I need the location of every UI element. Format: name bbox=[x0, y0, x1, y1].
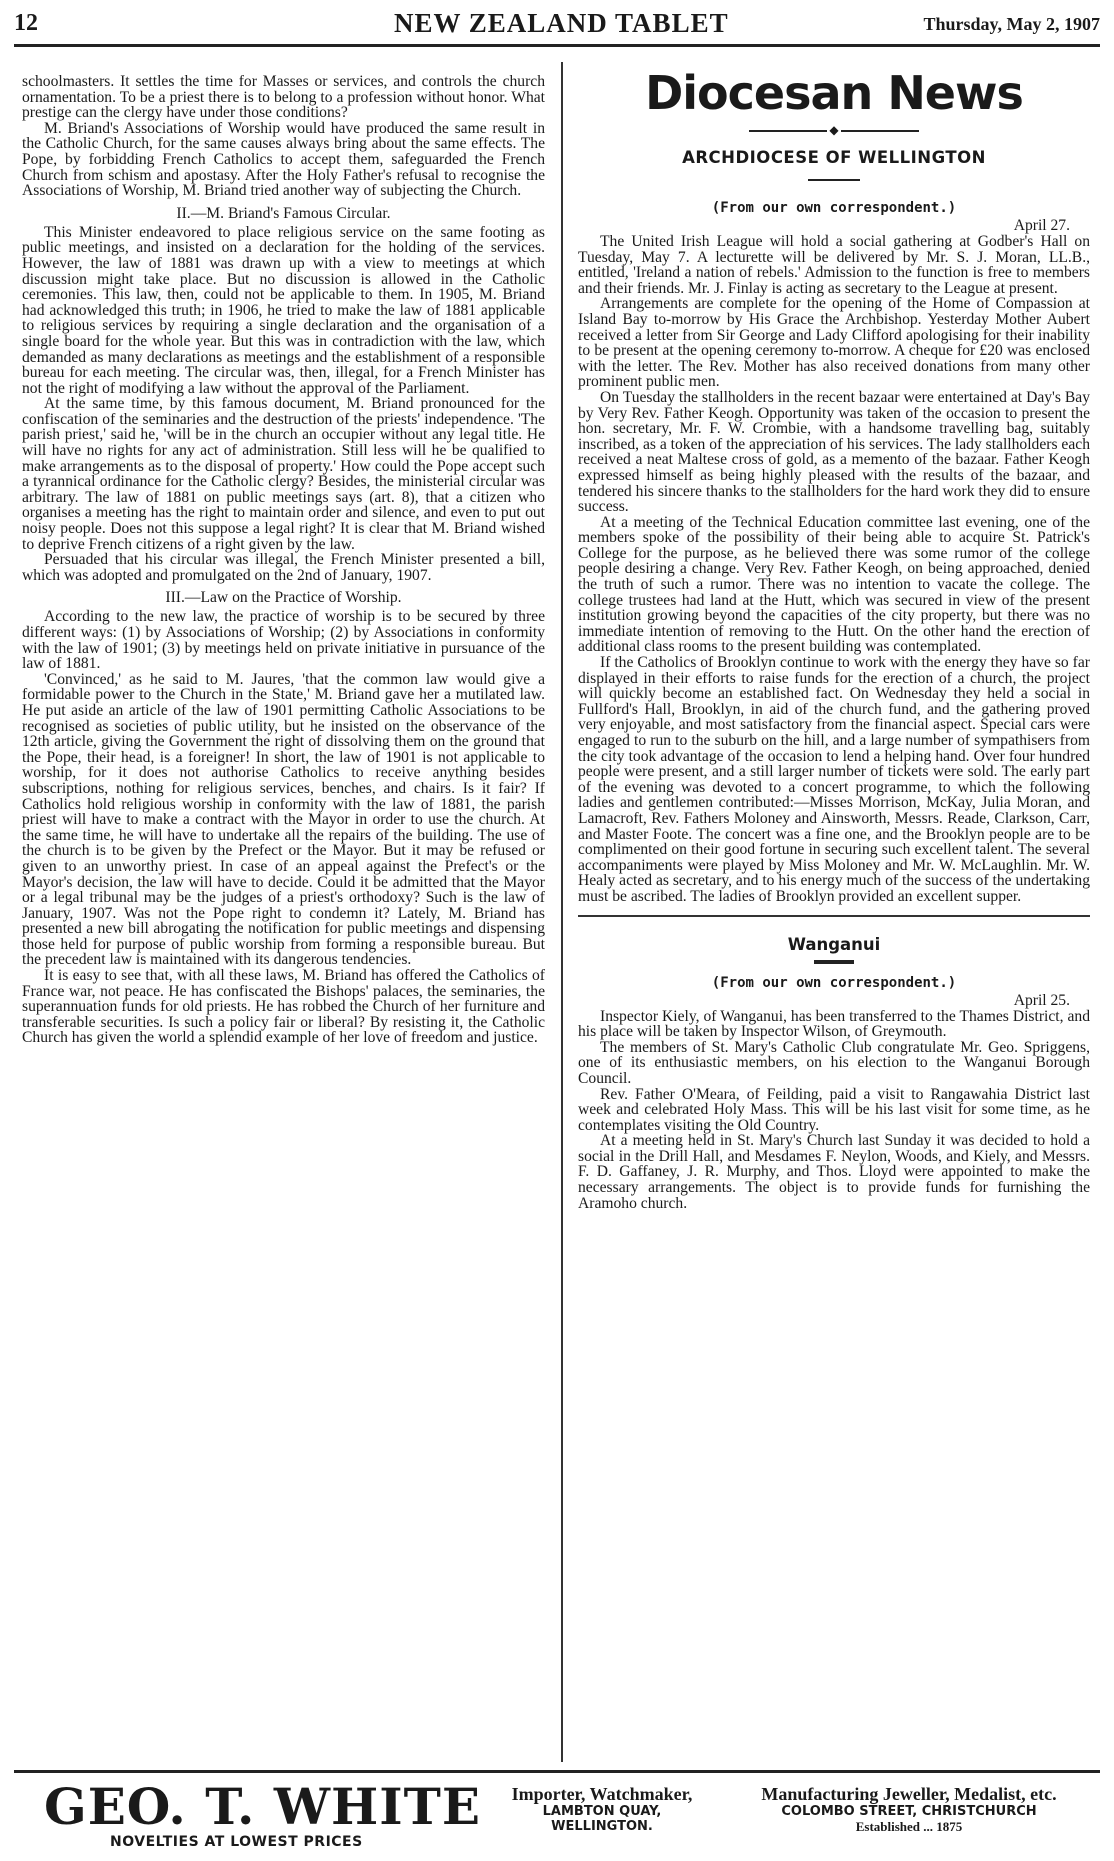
dateline: April 27. bbox=[1013, 217, 1070, 234]
article-paragraph: 'Convinced,' as he said to M. Jaures, 'that the common law would give a formidable power to the Church in the State,' M. Briand gave her a mutilated law. He put aside an article of the law of 1901 permitting Catholic Associations to be recognised as societies of public utility, but he insisted on the observance of the 12th article, giving the Government the right of dissolving them on the ground that the Pope, their head, is a foreigner! In short, the law of 1901 is not applicable to worship, for it does not authorise Catholics to receive anything besides subscriptions, nothing for religious services, benches, and chairs. Is it fair? If Catholics hold religious worship in conformity with the law of 1881, the parish priest will have to make a contract with the Mayor in order to use the church. At the same time, he will have to undertake all the repairs of the building. The use of the church is to be given by the Prefect or the Mayor. But it may be refused or given to an unworthy priest. In case of an appeal against the Prefect's or the Mayor's decision, the law will have to decide. Could it be admitted that the Mayor or a legal tribunal may be the judges of a priest's orthodoxy? Such is the law of January, 1907. Was not the Pope right to condemn it? Lately, M. Briand has presented a new bill abrogating the notification for public meetings and dispensing those held for purpose of public worship from forming a responsible bureau. But the precedent law is maintained with its dangerous tendencies. bbox=[22, 670, 545, 969]
section-heading: III.—Law on the Practice of Worship. bbox=[165, 589, 402, 607]
header-rule bbox=[14, 44, 1100, 47]
news-paragraph: Arrangements are complete for the opening of the Home of Compassion at Island Bay to-morrow by His Grace the Archbishop. Yesterday Mother Aubert received a letter from Sir George and Lady Clifford apologising for their inability to be present at the opening ceremony to-morrow. A cheque for £20 was enclosed with the letter. The Rev. Mother has also received donations from many other prominent public men. bbox=[578, 295, 1090, 391]
news-paragraph: On Tuesday the stallholders in the recent bazaar were entertained at Day's Bay by Very Rev. Father Keogh. Opportunity was taken of the occasion to present the hon. secretary, Mr. F. W. Crombie, with a handsome travelling bag, suitably inscribed, as a token of the appreciation of his services. The lady stallholders each received a neat Maltese cross of gold, as a memento of the bazaar. Father Keogh expressed himself as being highly pleased with the results of the bazaar, and tendered his sincere thanks to the stallholders for the hard work they did to ensure success. bbox=[578, 388, 1090, 516]
news-paragraph: If the Catholics of Brooklyn continue to work with the energy they have so far displayed in their efforts to raise funds for the erection of a church, the project will quickly become an established fact. On Wednesday they held a social in Fullford's Hall, Brooklyn, in aid of the church fund, and the gathering proved very enjoyable, and most satisfactory from the financial aspect. Special cars were engaged to run to the suburb on the hill, and a large number of sympathisers from the city took advantage of the occasion to lend a helping hand. Over four hundred people were present, and a still larger number of tickets were sold. The early part of the evening was devoted to a concert programme, to which the following ladies and gentlemen contributed:—Misses Morrison, McKay, Julia Moran, and Lamacroft, Rev. Fathers Moloney and Ainsworth, Messrs. Reade, Clarkson, Carr, and Master Foote. The concert was a fine one, and the Brooklyn people are to be complimented on their good fortune in securing such excellent talent. The several accompaniments were played by Miss Moloney and Mr. W. McLaughlin. Mr. W. Healy acted as secretary, and to his energy much of the success of the undertaking must be ascribed. The ladies of Brooklyn provided an excellent supper. bbox=[578, 654, 1090, 905]
ornament-divider: ◆ bbox=[578, 122, 1090, 138]
advertiser-christchurch-block bbox=[714, 1784, 1104, 1834]
article-paragraph: At the same time, by this famous document, M. Briand pronounced for the confiscation of the seminaries and the destruction of the priests' independence. 'The parish priest,' said he, 'will be in the church an occupier without any legal title. He will have no rights for any act of administration. Still less will he be qualified to make arrangements as to the disposal of property.' How could the Pope accept such a tyrannical ordinance for the Catholic clergy? Besides, the ministerial circular was arbitrary. The law of 1881 on public meetings says (art. 8), that a citizen who organises a meeting has the right to maintain order and silence, and even to put out noisy people. Does not this suppose a legal right? It is clear that M. Briand wished to deprive French citizens of a right given by the law. bbox=[22, 395, 545, 553]
article-paragraph: This Minister endeavored to place religious service on the same footing as public meetings, and insisted on a declaration for the holding of the services. However, the law of 1881 was drawn up with a view to meetings at which discussion might take place. But no discussion is allowed in the Catholic ceremonies. This law, then, could not be applicable to them. In 1905, M. Briand had acknowledged this truth; in 1906, he tried to make the law of 1881 applicable to religious services by requiring a single declaration and the organisation of a single board for the whole year. But this was in contradiction with the law, which demanded as many declarations as meetings and the establishment of a responsible bureau for each meeting. The circular was, then, illegal, for a French Minister has not the right of modifying a law without the approval of the Parliament. bbox=[22, 223, 545, 397]
issue-date: Thursday, May 2, 1907 bbox=[923, 14, 1100, 34]
news-paragraph: At a meeting held in St. Mary's Church last Sunday it was decided to hold a social in the Drill Hall, and Mesdames F. Neylon, Woods, and Kiely, and Messrs. F. D. Gaffaney, J. R. Murphy, and Thos. Lloyd were appointed to make the necessary arrangements. The object is to provide funds for furnishing the Aramoho church. bbox=[578, 1132, 1090, 1212]
left-column bbox=[22, 74, 545, 1764]
section-heading: II.—M. Briand's Famous Circular. bbox=[176, 204, 391, 222]
article-paragraph: schoolmasters. It settles the time for Masses or services, and controls the church ornamentation. To be a priest there is to belong to a profession without honor. What prestige can the clergy have under those conditions? bbox=[22, 74, 545, 122]
news-paragraph: Rev. Father O'Meara, of Feilding, paid a visit to Rangawahia District last week and celebrated Holy Mass. This will be his last visit for some time, as he contemplates visiting the Old Country. bbox=[578, 1085, 1090, 1134]
article-paragraph: According to the new law, the practice of worship is to be secured by three different ways: (1) by Associations of Worship; (2) by Associations in conformity with the law of 1901; (3) by meetings held on private initiative in pursuance of the law of 1881. bbox=[22, 608, 545, 673]
masthead-title: NEW ZEALAND TABLET bbox=[394, 8, 729, 38]
news-paragraph: The members of St. Mary's Catholic Club congratulate Mr. Geo. Spriggens, one of its enthusiastic members, on his election to the Wanganui Borough Council. bbox=[578, 1038, 1090, 1087]
news-paragraph: At a meeting of the Technical Education committee last evening, one of the members spoke of the possibility of their being able to acquire St. Patrick's College for the purpose, as he believed there was some rumor of the college people desiring a change. Very Rev. Father Keogh, on being approached, denied the truth of such a rumor. There was no intention to vacate the college. The college trustees had land at the Hutt, which was secured in view of the present institution growing beyond the capacities of the city property, but there was no immediate intention of removing to the Hutt. On the other hand the erection of additional class rooms to the present building was contemplated. bbox=[578, 513, 1090, 656]
column-divider bbox=[561, 62, 563, 1762]
page-header bbox=[14, 6, 1100, 44]
advertiser-address: COLOMBO STREET, CHRISTCHURCH bbox=[781, 1804, 1037, 1819]
advertiser-established: Established ... 1875 bbox=[855, 1819, 963, 1834]
article-paragraph: It is easy to see that, with all these laws, M. Briand has offered the Catholics of France war, not peace. He has confiscated the Bishops' palaces, the seminaries, the superannuation funds for old priests. He has robbed the Church of her furniture and transferable securities. Is such a policy fair or liberal? By resisting it, the Catholic Church has given the world a splendid example of her love of freedom and justice. bbox=[22, 967, 545, 1047]
news-paragraph: The United Irish League will hold a social gathering at Godber's Hall on Tuesday, May 7. A lecturette will be delivered by Mr. S. J. Moran, LL.B., entitled, 'Ireland a nation of rebels.' Admission to the function is free to members and their friends. Mr. J. Finlay is acting as secretary to the League at present. bbox=[578, 233, 1090, 297]
advertiser-wellington-block bbox=[492, 1784, 712, 1834]
section-rule bbox=[578, 905, 1090, 917]
page-number: 12 bbox=[14, 10, 38, 36]
right-column bbox=[578, 68, 1090, 1768]
footer-rule bbox=[14, 1770, 1100, 1773]
advertiser-city: WELLINGTON. bbox=[551, 1819, 653, 1834]
dateline: April 25. bbox=[1013, 991, 1070, 1009]
short-rule bbox=[814, 960, 854, 964]
wanganui-heading: Wanganui bbox=[787, 934, 881, 954]
short-rule bbox=[808, 179, 860, 181]
advertisement bbox=[14, 1778, 1100, 1856]
correspondent-line: (From our own correspondent.) bbox=[711, 974, 957, 991]
advertiser-address: LAMBTON QUAY, bbox=[542, 1804, 662, 1819]
advertiser-trade: Importer, Watchmaker, bbox=[511, 1784, 693, 1804]
advertiser-trade: Manufacturing Jeweller, Medalist, etc. bbox=[761, 1784, 1057, 1804]
correspondent-line: (From our own correspondent.) bbox=[711, 200, 957, 216]
diocesan-news-title: Diocesan News bbox=[645, 68, 1023, 120]
article-paragraph: Persuaded that his circular was illegal, the French Minister presented a bill, which was adopted and promulgated on the 2nd of January, 1907. bbox=[22, 551, 545, 584]
archdiocese-heading: ARCHDIOCESE OF WELLINGTON bbox=[682, 148, 986, 167]
article-paragraph: M. Briand's Associations of Worship would have produced the same result in the Catholic Church, for the same causes always bring about the same effects. The Pope, by forbidding French Catholics to accept them, safeguarded the French Church from schism and apostasy. After the Holy Father's refusal to recognise the Associations of Worship, M. Briand tried another way of subjecting the Church. bbox=[22, 119, 545, 200]
news-paragraph: Inspector Kiely, of Wanganui, has been transferred to the Thames District, and his place will be taken by Inspector Wilson, of Greymouth. bbox=[578, 1007, 1090, 1041]
advertiser-tagline: NOVELTIES AT LOWEST PRICES bbox=[110, 1834, 363, 1850]
advertiser-name: GEO. T. WHITE bbox=[44, 1777, 481, 1836]
